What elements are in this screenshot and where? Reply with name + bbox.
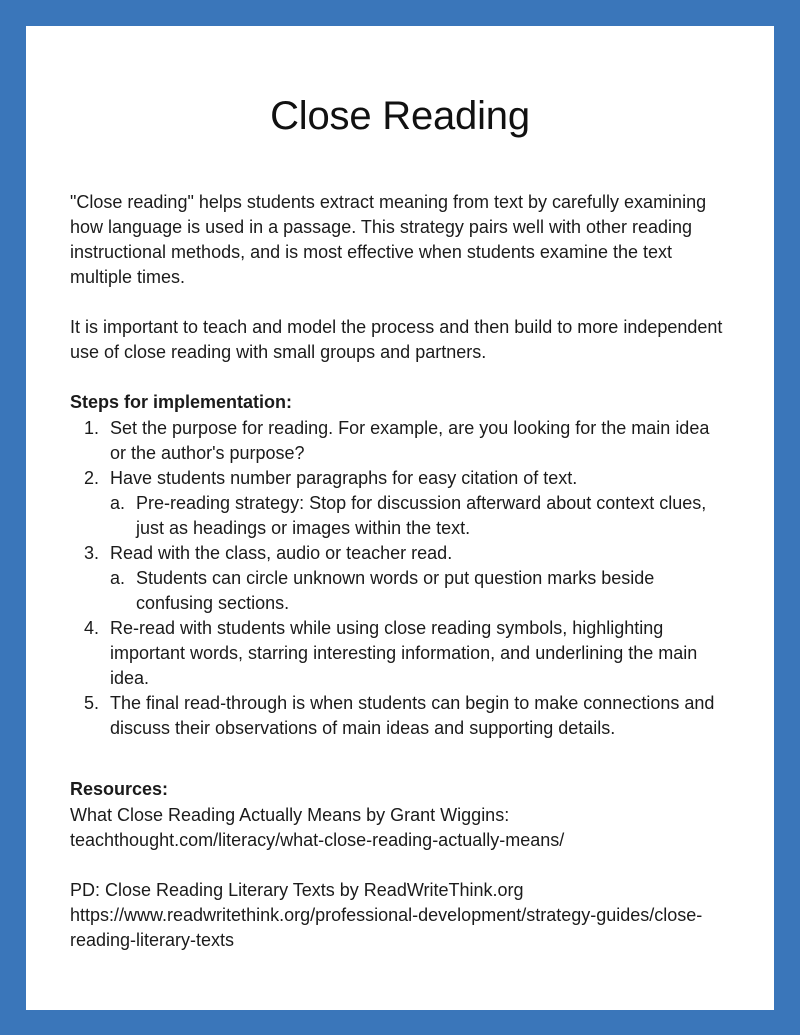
resource-entry-2 <box>70 878 726 953</box>
sub-list <box>130 491 726 541</box>
step-text: Have students number paragraphs for easy citation of text. <box>110 468 578 488</box>
list-item <box>104 416 726 466</box>
document-body <box>70 138 726 953</box>
list-item <box>104 616 726 691</box>
steps-list <box>104 416 726 741</box>
document-sheet <box>26 26 774 1010</box>
step-text: The final read-through is when students can begin to make connections and discuss their observations of main ideas and supporting details. <box>110 693 715 738</box>
resource-url[interactable]: https://www.readwritethink.org/professional-development/strategy-guides/close-reading-literary-texts <box>70 905 703 950</box>
sub-list <box>130 566 726 616</box>
step-text: Set the purpose for reading. For example, are you looking for the main idea or the author's purpose? <box>110 418 710 463</box>
resources-heading: Resources: <box>70 779 169 799</box>
page-title: Close Reading <box>270 94 530 138</box>
list-item <box>130 566 726 616</box>
steps-heading: Steps for implementation: <box>70 392 293 412</box>
list-item <box>104 466 726 541</box>
substep-text: Pre-reading strategy: Stop for discussion afterward about context clues, just as headings or images within the text. <box>136 493 707 538</box>
step-text: Read with the class, audio or teacher read. <box>110 543 453 563</box>
intro-paragraph-1: "Close reading" helps students extract meaning from text by carefully examining how language is used in a passage. This strategy pairs well with other reading instructional methods, and is most effective when students examine the text multiple times. <box>70 192 707 287</box>
resource-title: What Close Reading Actually Means by Grant Wiggins: <box>70 805 510 825</box>
resource-url[interactable]: teachthought.com/literacy/what-close-reading-actually-means/ <box>70 830 565 850</box>
list-item <box>104 691 726 741</box>
resource-spacer <box>70 853 726 878</box>
resource-title: PD: Close Reading Literary Texts by ReadWriteThink.org <box>70 880 524 900</box>
list-item <box>104 541 726 616</box>
list-item <box>130 491 726 541</box>
resource-entry-1 <box>70 803 726 853</box>
substep-text: Students can circle unknown words or put question marks beside confusing sections. <box>136 568 655 613</box>
intro-paragraph-2: It is important to teach and model the process and then build to more independent use of close reading with small groups and partners. <box>70 317 723 362</box>
step-text: Re-read with students while using close reading symbols, highlighting important words, starring interesting information, and underlining the main idea. <box>110 618 698 688</box>
section-spacer <box>70 741 726 777</box>
